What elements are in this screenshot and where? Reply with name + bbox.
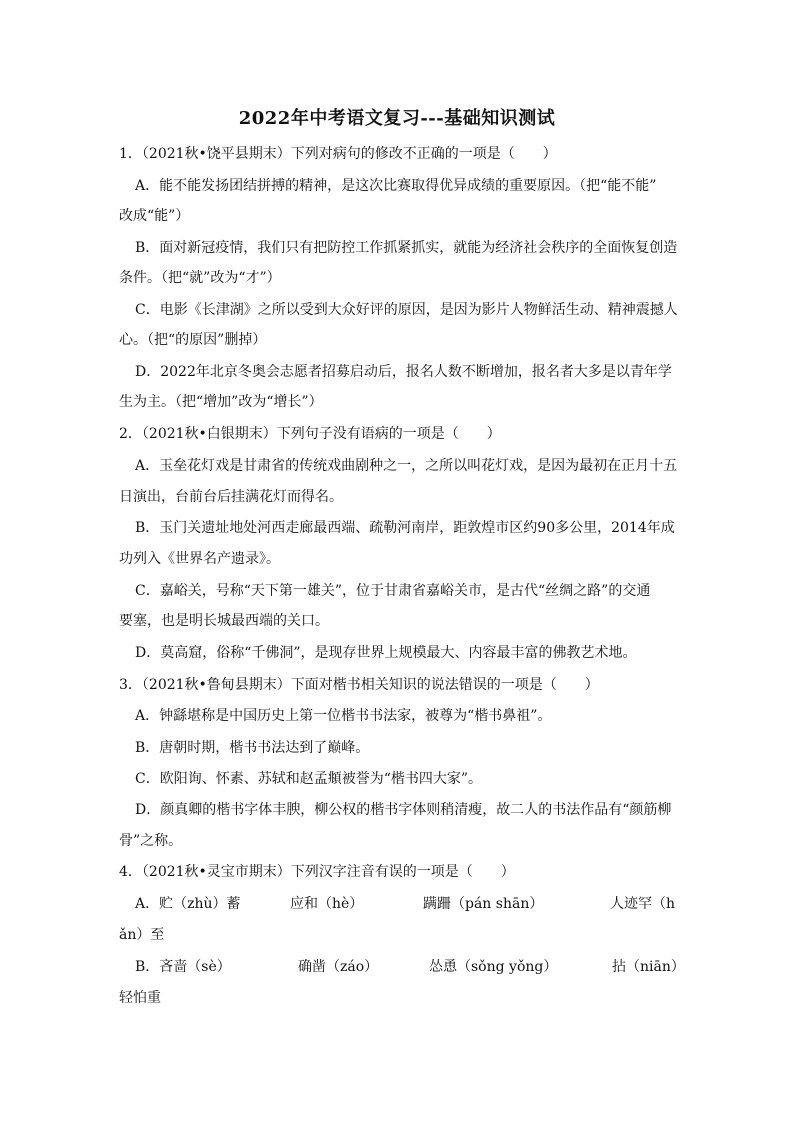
- question-3-option-a: A．钟繇堪称是中国历史上第一位楷书书法家，被尊为“楷书鼻祖”。: [135, 708, 552, 724]
- question-4-stem: 4．（2021秋•灵宝市期末）下列汉字注音有误的一项是（ ）: [119, 864, 515, 880]
- question-1-option-d: D．2022年北京冬奥会志愿者招募启动后，报名人数不断增加，报名者大多是以青年学: [135, 364, 672, 380]
- question-4-option-a-item-1: A．贮（zhù）蓄: [135, 896, 241, 912]
- question-4-option-a-item-4-cont: ǎn）至: [119, 927, 165, 943]
- question-4-option-b-item-1: B．吝啬（sè）: [135, 959, 231, 975]
- question-4-option-b-item-4-cont: 轻怕重: [119, 990, 161, 1006]
- question-2-option-c: C．嘉峪关，号称“天下第一雄关”，位于甘肃省嘉峪关市，是古代“丝绸之路”的交通: [135, 583, 651, 599]
- question-1-option-c: C．电影《长津湖》之所以受到大众好评的原因，是因为影片人物鲜活生动、精神震撼人: [135, 302, 678, 318]
- question-1-option-c-cont: 心。（把“的原因”删掉）: [119, 332, 267, 348]
- question-3-option-d: D．颜真卿的楷书字体丰腴，柳公权的楷书字体则稍清瘦，故二人的书法作品有“颜筋柳: [135, 802, 672, 818]
- question-2-option-b: B．玉门关遗址地处河西走廊最西端、疏勒河南岸，距敦煌市区约90多公里，2014年成: [135, 520, 675, 536]
- question-1-option-b: B．面对新冠疫情，我们只有把防控工作抓紧抓实，就能为经济社会秩序的全面恢复创造: [135, 240, 678, 256]
- question-4-option-b-item-4: 拈（niān）: [612, 959, 685, 975]
- question-4-option-b-item-2: 确凿（záo）: [298, 959, 379, 975]
- question-4-option-a-item-2: 应和（hè）: [290, 896, 364, 912]
- question-2-option-c-cont: 要塞，也是明长城最西端的关口。: [119, 613, 329, 629]
- question-2-option-d: D．莫高窟，俗称“千佛洞”，是现存世界上规模最大、内容最丰富的佛教艺术地。: [135, 645, 637, 661]
- question-4-option-a-item-4: 人迹罕（h: [610, 896, 676, 912]
- question-4-option-a-item-3: 蹒跚（pán shān）: [423, 896, 544, 912]
- question-3-option-b: B．唐朝时期，楷书书法达到了巅峰。: [135, 740, 370, 756]
- question-1-stem: 1．（2021秋•饶平县期末）下列对病句的修改不正确的一项是（ ）: [119, 146, 557, 162]
- question-3-option-c: C．欧阳询、怀素、苏轼和赵孟頫被誉为“楷书四大家”。: [135, 771, 483, 787]
- page-title: 2022年中考语文复习---基础知识测试: [238, 108, 556, 129]
- question-2-option-a-cont: 日演出，台前台后挂满花灯而得名。: [119, 489, 343, 505]
- question-1-option-a-cont: 改成“能”）: [119, 208, 190, 224]
- question-2-option-a: A．玉垒花灯戏是甘肃省的传统戏曲剧种之一，之所以叫花灯戏，是因为最初在正月十五: [135, 458, 678, 474]
- question-3-stem: 3．（2021秋•鲁甸县期末）下面对楷书相关知识的说法错误的一项是（ ）: [119, 677, 599, 693]
- question-2-stem: 2．（2021秋•白银期末）下列句子没有语病的一项是（ ）: [119, 426, 501, 442]
- question-4-option-b-item-3: 怂恿（sǒng yǒng）: [429, 959, 558, 975]
- question-1-option-b-cont: 条件。（把“就”改为“才”）: [119, 270, 281, 286]
- question-1-option-d-cont: 生为主。（把“增加”改为“增长”）: [119, 394, 323, 410]
- question-2-option-b-cont: 功列入《世界名产遗录》。: [119, 551, 280, 567]
- question-1-option-a: A．能不能发扬团结拼搏的精神，是这次比赛取得优异成绩的重要原因。（把“能不能”: [135, 178, 657, 194]
- question-3-option-d-cont: 骨”之称。: [119, 833, 183, 849]
